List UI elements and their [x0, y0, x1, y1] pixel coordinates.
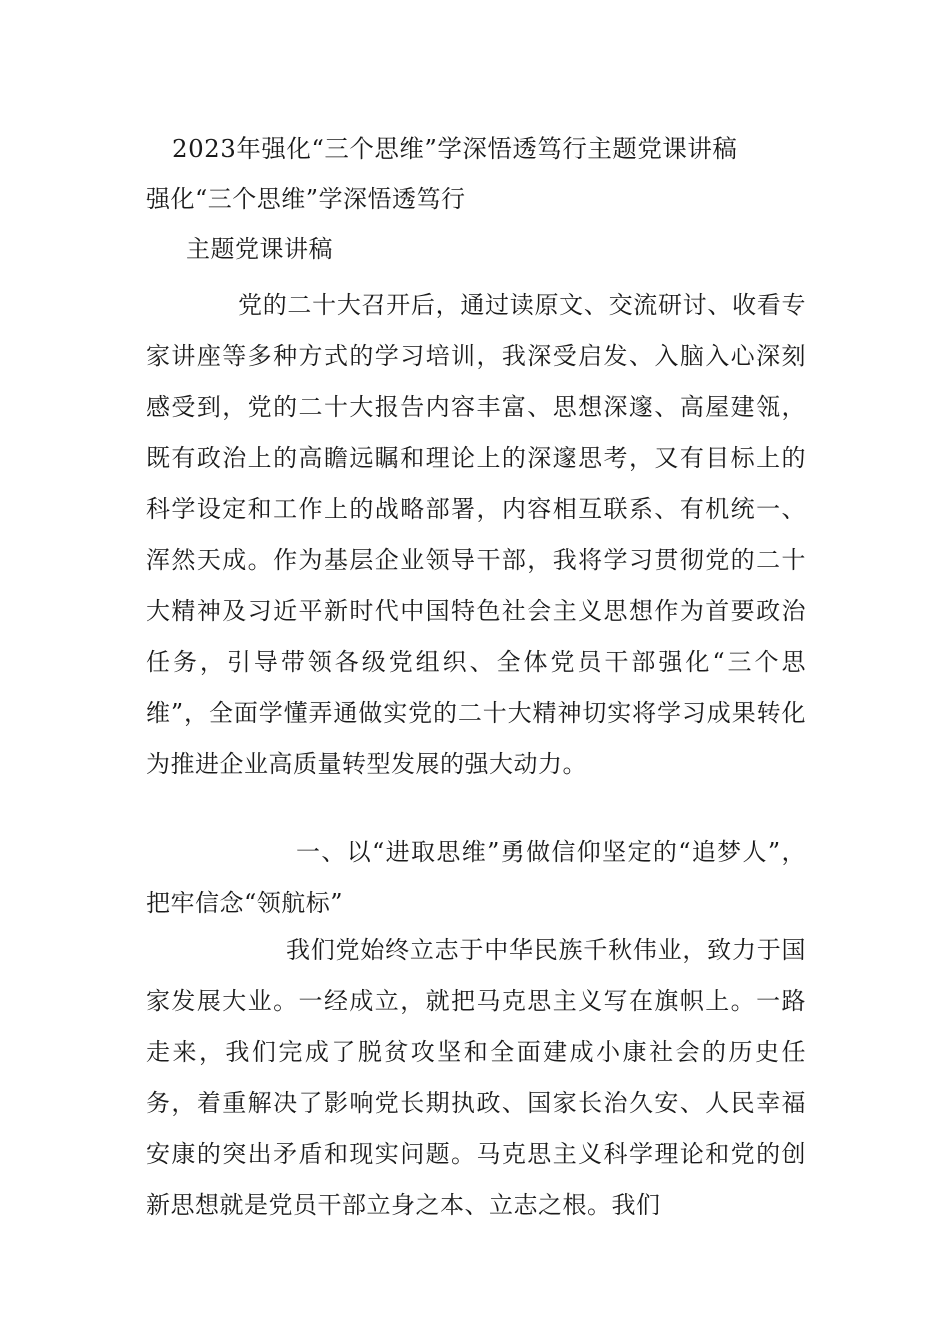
document-subtitle: 强化“三个思维”学深悟透笃行 — [146, 185, 466, 213]
intro-paragraph: 党的二十大召开后，通过读原文、交流研讨、收看专家讲座等多种方式的学习培训，我深受启发、入脑入心深刻感受到，党的二十大报告内容丰富、思想深邃、高屋建瓴，既有政治上的高瞻远瞩和理论上的深邃思考，又有目标上的科学设定和工作上的战略部署，内容相互联系、有机统一、浑然天成。作为基层企业领导干部，我将学习贯彻党的二十大精神及习近平新时代中国特色社会主义思想作为首要政治任务，引导带领各级党组织、全体党员干部强化“三个思维”，全面学懂弄通做实党的二十大精神切实将学习成果转化为推进企业高质量转型发展的强大动力。 — [146, 291, 806, 778]
document-title: 2023年强化“三个思维”学深悟透笃行主题党课讲稿 — [172, 134, 738, 163]
document-subtitle-continued: 主题党课讲稿 — [186, 235, 333, 263]
section-paragraph: 我们党始终立志于中华民族千秋伟业，致力于国家发展大业。一经成立，就把马克思主义写在旗帜上。一路走来，我们完成了脱贫攻坚和全面建成小康社会的历史任务，着重解决了影响党长期执政、国家长治久安、人民幸福安康的突出矛盾和现实问题。马克思主义科学理论和党的创新思想就是党员干部立身之本、立志之根。我们 — [146, 936, 806, 1219]
section-heading: 一、以“进取思维”勇做信仰坚定的“追梦人”，把牢信念“领航标” — [146, 838, 806, 917]
